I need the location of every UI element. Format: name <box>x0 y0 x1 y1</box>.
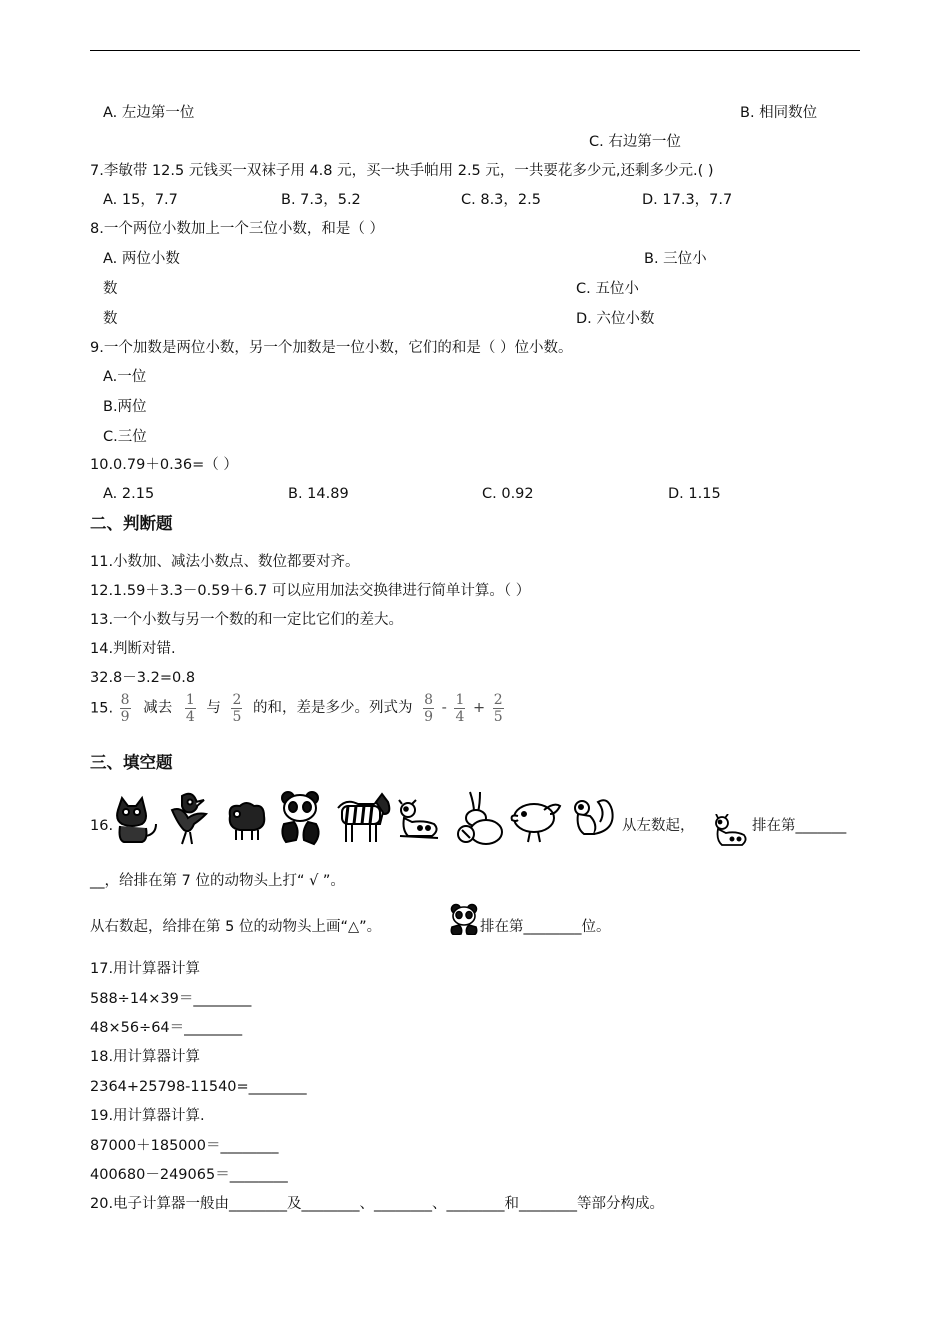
q16-text-rank: 排在第_______ <box>752 818 847 834</box>
q8-option-d[interactable]: D. 六位小数 <box>576 311 655 327</box>
zebra-icon <box>338 794 389 842</box>
q8-option-b[interactable]: B. 三位小 <box>644 251 707 267</box>
q16-text-panda-rank: 排在第________位。 <box>480 919 611 935</box>
fraction-2-5: $\frac{2}{5}$ <box>232 692 242 725</box>
panda-icon <box>448 903 480 935</box>
q6-option-c[interactable]: C. 右边第一位 <box>589 134 681 150</box>
bird-icon <box>172 794 206 844</box>
q10-option-a[interactable]: A. 2.15 <box>103 486 155 502</box>
squirrel-icon <box>575 800 613 834</box>
q10-option-c[interactable]: C. 0.92 <box>482 486 534 502</box>
q9-stem: 9.一个加数是两位小数，另一个加数是一位小数，它们的和是（ ）位小数。 <box>90 340 573 356</box>
section-title-fill-blank: 三、填空题 <box>90 753 173 772</box>
chick-icon <box>512 804 560 842</box>
q13-stem: 13.一个小数与另一个数的和一定比它们的差大。 <box>90 612 404 628</box>
q17-line-2: 48×56÷64＝________ <box>90 1020 243 1036</box>
q8-option-a[interactable]: A. 两位小数 <box>103 251 180 267</box>
expr-fraction-1-4: $\frac{1}{4}$ <box>455 692 465 725</box>
q16-text-from-left: 从左数起， <box>622 818 695 834</box>
q9-option-c[interactable]: C.三位 <box>103 429 147 445</box>
panda-icon <box>282 792 319 844</box>
q7-option-b[interactable]: B. 7.3，5.2 <box>281 192 361 208</box>
q20-stem: 20.电子计算器一般由________及________、________、________和________等部分构成。 <box>90 1196 665 1212</box>
animal-row <box>112 790 622 852</box>
q11-stem: 11.小数加、减法小数点、数位都要对齐。 <box>90 554 360 570</box>
q16-number: 16. <box>90 818 114 834</box>
q19-stem: 19.用计算器计算. <box>90 1108 205 1124</box>
q19-line-2: 400680－249065＝________ <box>90 1167 288 1183</box>
q8-stem: 8.一个两位小数加上一个三位小数，和是（ ） <box>90 221 384 237</box>
q15-number: 15. <box>90 700 114 717</box>
q15-text-and: 与 <box>206 700 221 717</box>
q14-expression: 32.8－3.2=0.8 <box>90 670 196 686</box>
q14-stem: 14.判断对错. <box>90 641 176 657</box>
q7-stem: 7.李敏带 12.5 元钱买一双袜子用 4.8 元，买一块手帕用 2.5 元，一共要花多少元,还剩多少元.( ) <box>90 163 714 179</box>
q10-option-b[interactable]: B. 14.89 <box>288 486 349 502</box>
q15-text-subtract: 减去 <box>143 700 173 717</box>
expr-fraction-2-5: $\frac{2}{5}$ <box>493 692 503 725</box>
cat-icon <box>117 798 156 842</box>
q7-option-a[interactable]: A. 15，7.7 <box>103 192 178 208</box>
expr-fraction-8-9: $\frac{8}{9}$ <box>424 692 434 725</box>
header-rule <box>90 50 860 51</box>
q10-stem: 10.0.79＋0.36=（ ） <box>90 457 238 473</box>
q12-stem: 12.1.59＋3.3－0.59＋6.7 可以应用加法交换律进行简单计算。（ ） <box>90 583 531 599</box>
q6-option-b[interactable]: B. 相同数位 <box>740 105 818 121</box>
q17-stem: 17.用计算器计算 <box>90 961 201 977</box>
q18-stem: 18.用计算器计算 <box>90 1049 201 1065</box>
q16-text-from-right: 从右数起，给排在第 5 位的动物头上画“△”。 <box>90 919 382 935</box>
q7-option-d[interactable]: D. 17.3，7.7 <box>642 192 733 208</box>
rabbit-icon <box>458 792 502 844</box>
q15-line <box>90 693 506 724</box>
deer-icon <box>712 814 748 850</box>
q9-option-a[interactable]: A.一位 <box>103 369 147 385</box>
q10-option-d[interactable]: D. 1.15 <box>668 486 721 502</box>
plus-sign: + <box>473 700 486 717</box>
q17-line-1: 588÷14×39＝________ <box>90 991 252 1007</box>
lamb-icon <box>230 803 265 840</box>
q18-line-1: 2364+25798-11540=________ <box>90 1079 307 1095</box>
q16-text-tick: __，给排在第 7 位的动物头上打“ √ ”。 <box>90 873 345 889</box>
q19-line-1: 87000＋185000＝________ <box>90 1138 279 1154</box>
q8-option-a-wrap: 数 <box>103 281 118 297</box>
fraction-8-9: $\frac{8}{9}$ <box>120 692 130 725</box>
section-title-judgement: 二、判断题 <box>90 514 173 533</box>
q8-option-b-wrap: 数 <box>103 311 118 327</box>
q6-option-a[interactable]: A. 左边第一位 <box>103 105 195 121</box>
deer-icon <box>399 800 438 838</box>
q15-text-sum: 的和，差是多少。列式为 <box>252 700 413 717</box>
minus-sign: - <box>441 700 447 717</box>
fraction-1-4: $\frac{1}{4}$ <box>185 692 195 725</box>
q8-option-c[interactable]: C. 五位小 <box>576 281 639 297</box>
q7-option-c[interactable]: C. 8.3，2.5 <box>461 192 541 208</box>
q9-option-b[interactable]: B.两位 <box>103 399 147 415</box>
